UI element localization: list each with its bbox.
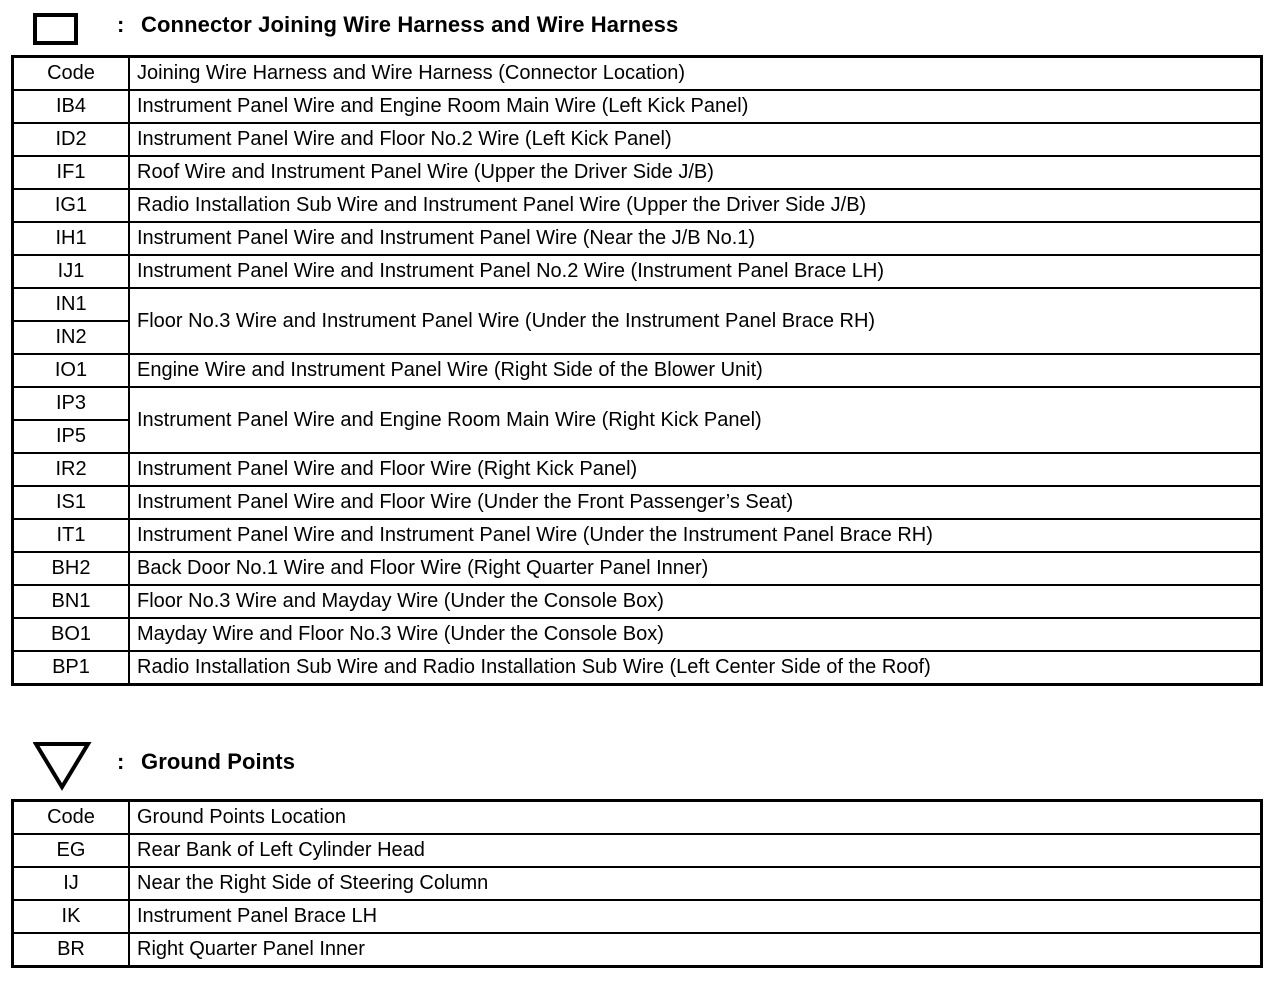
row-code: BR	[13, 933, 130, 967]
table-row	[13, 189, 1262, 222]
row-code: IS1	[13, 486, 130, 519]
code-column-header: Code	[13, 57, 130, 91]
row-code: IN1	[13, 288, 130, 321]
row-code: IK	[13, 900, 130, 933]
row-code: ID2	[13, 123, 130, 156]
connector-section-colon: :	[117, 12, 125, 37]
row-description: Roof Wire and Instrument Panel Wire (Upper the Driver Side J/B)	[129, 156, 1262, 189]
row-code: IJ	[13, 867, 130, 900]
row-code: IH1	[13, 222, 130, 255]
row-description: Instrument Panel Wire and Floor Wire (Right Kick Panel)	[129, 453, 1262, 486]
row-description: Engine Wire and Instrument Panel Wire (Right Side of the Blower Unit)	[129, 354, 1262, 387]
row-description: Instrument Panel Brace LH	[129, 900, 1262, 933]
row-description: Instrument Panel Wire and Instrument Panel Wire (Under the Instrument Panel Brace RH)	[129, 519, 1262, 552]
table-row	[13, 387, 1262, 420]
row-description: Radio Installation Sub Wire and Radio Installation Sub Wire (Left Center Side of the Roof)	[129, 651, 1262, 685]
square-outline-icon	[33, 13, 79, 45]
down-triangle-outline-icon	[33, 741, 93, 791]
row-description: Near the Right Side of Steering Column	[129, 867, 1262, 900]
row-code: IF1	[13, 156, 130, 189]
table-row	[13, 453, 1262, 486]
table-row	[13, 354, 1262, 387]
row-code: IG1	[13, 189, 130, 222]
table-row	[13, 123, 1262, 156]
table-row	[13, 222, 1262, 255]
row-description: Instrument Panel Wire and Engine Room Main Wire (Left Kick Panel)	[129, 90, 1262, 123]
row-description: Instrument Panel Wire and Instrument Panel Wire (Near the J/B No.1)	[129, 222, 1262, 255]
row-code: IO1	[13, 354, 130, 387]
table-row	[13, 585, 1262, 618]
table-row	[13, 900, 1262, 933]
ground-section-colon: :	[117, 749, 125, 774]
row-code: IT1	[13, 519, 130, 552]
description-column-header: Ground Points Location	[129, 801, 1262, 835]
table-header-row	[13, 57, 1262, 91]
table-row	[13, 618, 1262, 651]
code-column-header: Code	[13, 801, 130, 835]
table-header-row	[13, 801, 1262, 835]
row-code: IR2	[13, 453, 130, 486]
row-code: EG	[13, 834, 130, 867]
table-row	[13, 933, 1262, 967]
row-code: IP5	[13, 420, 130, 453]
row-description: Instrument Panel Wire and Floor No.2 Wire (Left Kick Panel)	[129, 123, 1262, 156]
table-row	[13, 834, 1262, 867]
table-row	[13, 486, 1262, 519]
row-code: IP3	[13, 387, 130, 420]
description-column-header: Joining Wire Harness and Wire Harness (Connector Location)	[129, 57, 1262, 91]
table-row	[13, 552, 1262, 585]
row-description: Instrument Panel Wire and Instrument Panel No.2 Wire (Instrument Panel Brace LH)	[129, 255, 1262, 288]
row-description: Instrument Panel Wire and Engine Room Main Wire (Right Kick Panel)	[129, 387, 1262, 453]
table-row	[13, 288, 1262, 321]
row-code: IB4	[13, 90, 130, 123]
row-description: Floor No.3 Wire and Instrument Panel Wire (Under the Instrument Panel Brace RH)	[129, 288, 1262, 354]
table-row	[13, 156, 1262, 189]
row-code: BP1	[13, 651, 130, 685]
connector-table	[11, 55, 1263, 686]
row-description: Mayday Wire and Floor No.3 Wire (Under the Console Box)	[129, 618, 1262, 651]
row-code: IJ1	[13, 255, 130, 288]
table-row	[13, 651, 1262, 685]
table-row	[13, 867, 1262, 900]
row-description: Instrument Panel Wire and Floor Wire (Under the Front Passenger’s Seat)	[129, 486, 1262, 519]
ground-section-title: Ground Points	[141, 749, 296, 774]
row-description: Rear Bank of Left Cylinder Head	[129, 834, 1262, 867]
row-code: BH2	[13, 552, 130, 585]
table-row	[13, 519, 1262, 552]
row-description: Back Door No.1 Wire and Floor Wire (Right Quarter Panel Inner)	[129, 552, 1262, 585]
row-code: BO1	[13, 618, 130, 651]
row-description: Radio Installation Sub Wire and Instrument Panel Wire (Upper the Driver Side J/B)	[129, 189, 1262, 222]
ground-table	[11, 799, 1263, 968]
row-description: Floor No.3 Wire and Mayday Wire (Under the Console Box)	[129, 585, 1262, 618]
table-row	[13, 90, 1262, 123]
row-code: IN2	[13, 321, 130, 354]
row-code: BN1	[13, 585, 130, 618]
table-row	[13, 255, 1262, 288]
row-description: Right Quarter Panel Inner	[129, 933, 1262, 967]
connector-section-title: Connector Joining Wire Harness and Wire Harness	[141, 12, 679, 37]
